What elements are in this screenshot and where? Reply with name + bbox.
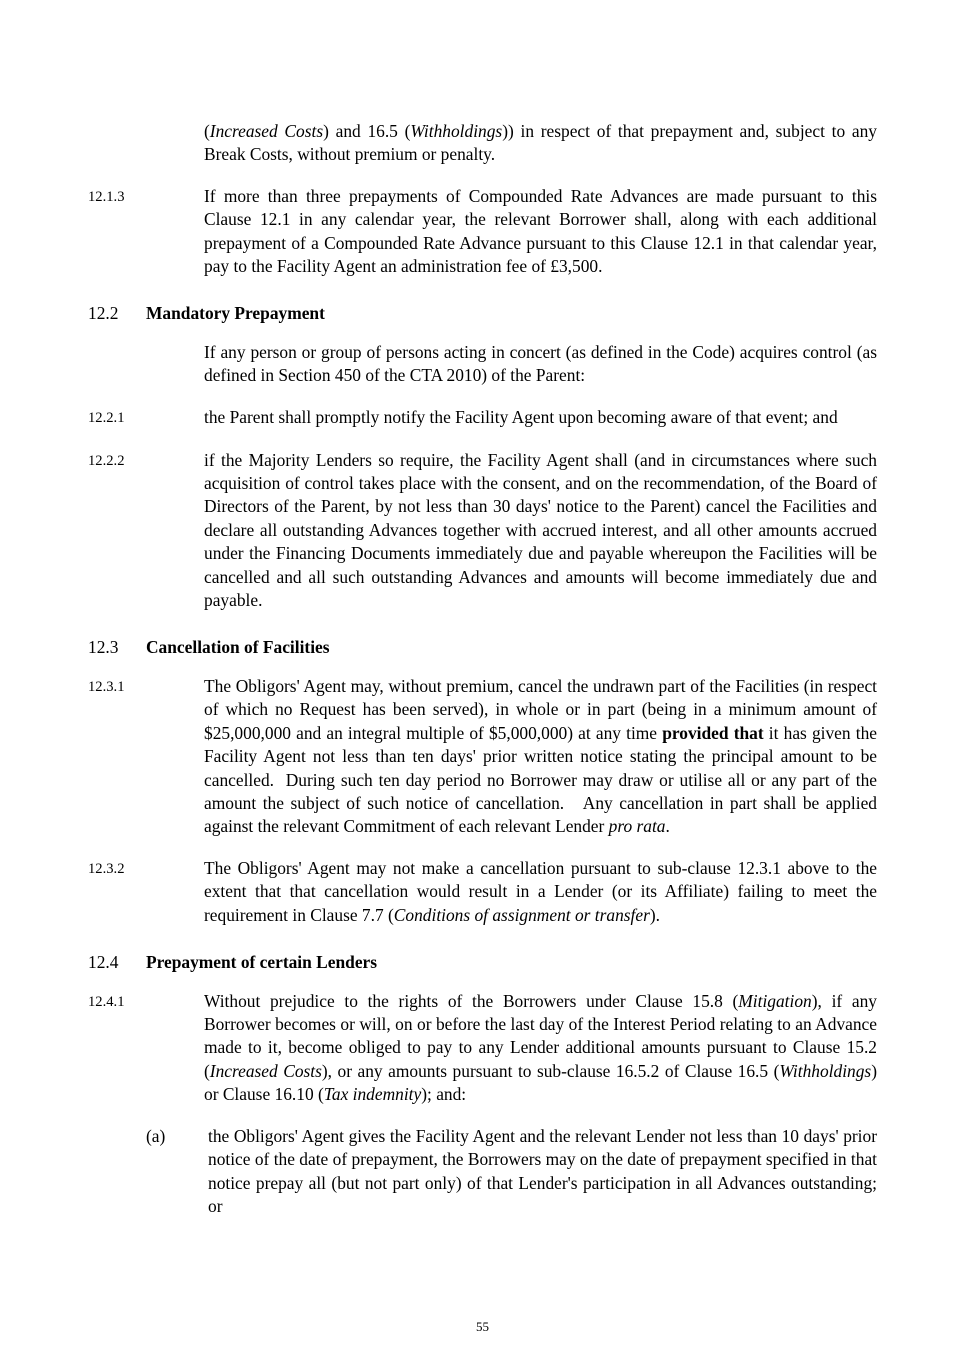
heading-title: Prepayment of certain Lenders xyxy=(146,952,378,973)
clause-text: if the Majority Lenders so require, the Facility Agent shall (and in circumstances where such acquisition of control takes place with the consent, and on the recommendation, of the Board of Directors of the Parent, by not less than 30 days' notice to the Parent) cancel the Facilities and declare all outstanding Advances together with accrued interest, and all other amounts accrued under the Financing Documents immediately due and payable whereupon the Facilities will be cancelled and all such outstanding Advances and amounts will become immediately due and payable. xyxy=(204,449,877,610)
clause-number: 12.1.3 xyxy=(88,188,125,205)
heading-12-2 xyxy=(88,302,877,325)
heading-number: 12.3 xyxy=(88,637,119,658)
heading-title: Cancellation of Facilities xyxy=(146,637,330,658)
clause-12-4-1 xyxy=(88,990,877,1107)
clause-text: The Obligors' Agent may, without premium, cancel the undrawn part of the Facilities (in respect of which no Request has been served), in whole or in part (being in a minimum amount of $25,000,000 and an integral multiple of $5,000,000) at any time provided that it has given the Facility Agent not less than ten days' prior written notice stating the principal amount to be cancelled. During such ten day period no Borrower may draw or utilise all or any part of the amount the subject of such notice of cancellation. Any cancellation in part shall be applied against the relevant Commitment of each relevant Lender pro rata. xyxy=(204,675,877,837)
heading-12-3 xyxy=(88,636,877,659)
clause-number: 12.2.2 xyxy=(88,452,125,469)
clause-12-3-1 xyxy=(88,675,877,839)
clause-text: The Obligors' Agent may not make a cancellation pursuant to sub-clause 12.3.1 above to the extent that that cancellation would result in a Lender (or its Affiliate) failing to meet the requirement in Clause 7.7 (Conditions of assignment or transfer). xyxy=(204,857,877,925)
clause-12-4-1-a xyxy=(146,1125,877,1219)
clause-text: the Obligors' Agent gives the Facility Agent and the relevant Lender not less than 10 days' prior notice of the date of prepayment, the Borrowers may on the date of prepayment specified in that notice prepay all (but not part only) of that Lender's participation in all Advances outstanding; or xyxy=(208,1125,877,1216)
clause-12-2-1 xyxy=(88,406,877,431)
clause-number: 12.4.1 xyxy=(88,993,125,1010)
clause-text: the Parent shall promptly notify the Facility Agent upon becoming aware of that event; and xyxy=(204,406,838,427)
clause-12-2-2 xyxy=(88,449,877,613)
heading-12-4 xyxy=(88,951,877,974)
clause-number: 12.3.2 xyxy=(88,860,125,877)
clause-number: 12.3.1 xyxy=(88,678,125,695)
clause-12-1-3 xyxy=(88,185,877,279)
clause-letter: (a) xyxy=(146,1125,166,1146)
heading-title: Mandatory Prepayment xyxy=(146,303,325,324)
clause-12-3-2 xyxy=(88,857,877,927)
page-number: 55 xyxy=(476,1319,489,1334)
paragraph-continuation: (Increased Costs) and 16.5 (Withholdings)) in respect of that prepayment and, subject to any Break Costs, without premium or penalty. xyxy=(204,121,877,165)
heading-number: 12.4 xyxy=(88,952,119,973)
heading-number: 12.2 xyxy=(88,303,119,324)
clause-number: 12.2.1 xyxy=(88,409,125,426)
clause-12-2-lead-in: If any person or group of persons acting in concert (as defined in the Code) acquires control (as defined in Section 450 of the CTA 2010) of the Parent: xyxy=(204,342,877,386)
clause-text: Without prejudice to the rights of the Borrowers under Clause 15.8 (Mitigation), if any Borrower becomes or will, on or before the last day of the Interest Period relating to an Advance made to it, become obliged to pay to any Lender additional amounts pursuant to Clause 15.2 (Increased Costs), or any amounts pursuant to sub-clause 16.5.2 of Clause 16.5 (Withholdings) or Clause 16.10 (Tax indemnity); and: xyxy=(204,990,877,1105)
clause-text: If more than three prepayments of Compounded Rate Advances are made pursuant to this Clause 12.1 in any calendar year, the relevant Borrower shall, along with each additional prepayment of a Compounded Rate Advance pursuant to this Clause 12.1 in that calendar year, pay to the Facility Agent an administration fee of £3,500. xyxy=(204,185,877,277)
